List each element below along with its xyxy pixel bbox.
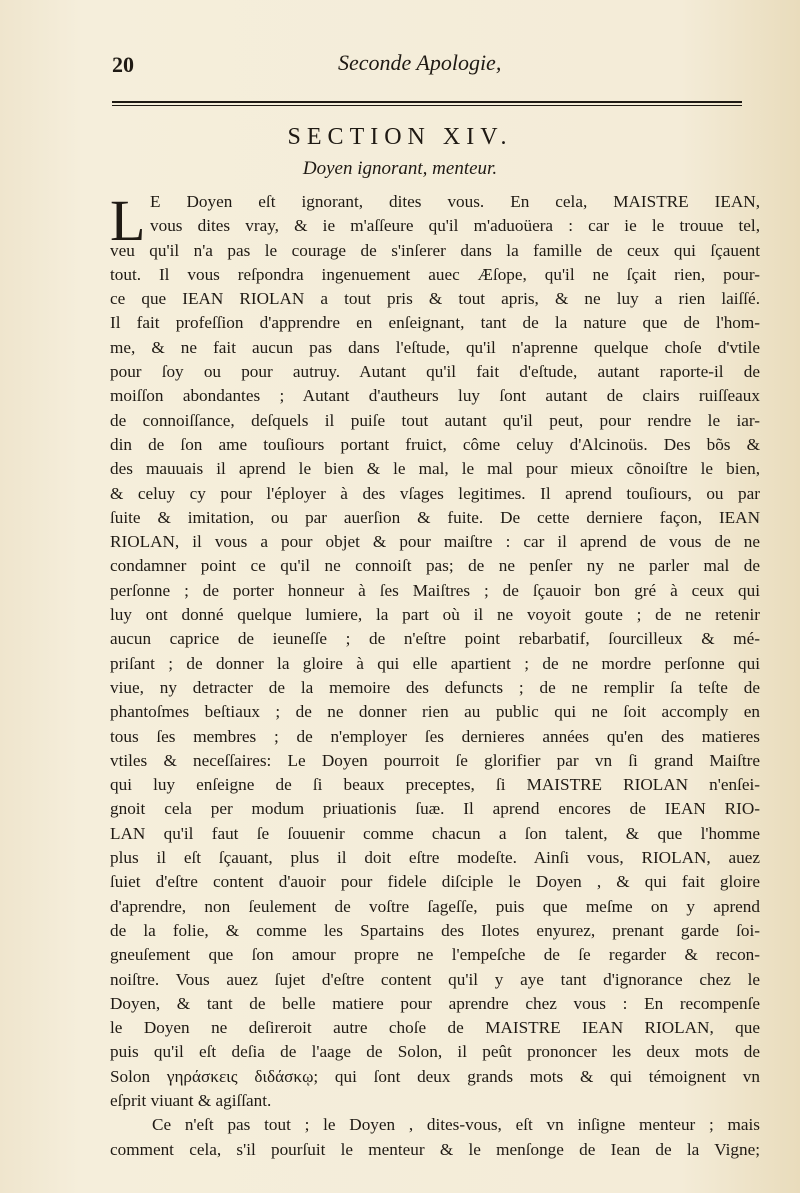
text-line: LAN qu'il faut ſe ſouuenir comme chacun a ſon talent, & que l'homme	[110, 823, 760, 843]
text-line: de la folie, & comme les Spartains des Ilotes enyurez, prenant garde ſoi-	[110, 920, 760, 940]
text-line: ſuite & imitation, ou par auerſion & fuite. De cette derniere façon, IEAN	[110, 507, 760, 527]
page-header	[112, 48, 752, 84]
section-title: SECTION XIV.	[287, 124, 513, 150]
text-line: gneuſement que ſon amour propre ne l'empeſche de ſe regarder & recon-	[110, 945, 760, 965]
text-line: qui luy enſeigne de ſi beaux preceptes, ſi MAISTRE RIOLAN n'enſei-	[110, 775, 760, 795]
text-line: le Doyen ne deſireroit autre choſe de MAISTRE IEAN RIOLAN, que	[110, 1018, 760, 1038]
running-head: Seconde Apologie,	[338, 50, 502, 75]
text-line: tous ſes membres ; de n'employer ſes dernieres années qu'en des matieres	[110, 726, 760, 746]
text-line: Solon γηράσκεις διδάσκῳ; qui ſont deux grands mots & qui témoignent vn	[110, 1066, 760, 1086]
text-line: des mauuais il aprend le bien & le mal, le mal pour mieux cõnoiſtre le bien,	[110, 459, 760, 479]
text-line: priſant ; de donner la gloire à qui elle apartient ; de ne mordre perſonne qui	[110, 653, 760, 673]
text-line: viue, ny detracter de la memoire des defuncts ; de ne remplir ſa teſte de	[110, 677, 760, 697]
text-line: me, & ne fait aucun pas dans l'eſtude, qu'il n'aprenne quelque choſe d'vtile	[110, 337, 760, 357]
text-line: phantoſmes beſtiaux ; de ne donner rien au public qui ne ſoit accomply en	[110, 702, 760, 722]
text-line: aucun caprice de ieuneſſe ; de n'eſtre point rebarbatif, ſourcilleux & mé-	[110, 629, 760, 649]
text-line: ce que IEAN RIOLAN a tout pris & tout apris, & ne luy a rien laiſſé.	[110, 289, 760, 309]
text-line: condamner point ce qu'il ne connoiſt pas; de ne penſer ny ne parler mal de	[110, 556, 760, 576]
text-line: perſonne ; de porter honneur à ſes Maiſtres ; de ſçauoir bon gré à ceux qui	[110, 580, 760, 600]
text-line: Doyen, & tant de belle matiere pour aprendre chez vous : En recompenſe	[110, 993, 760, 1013]
text-line: veu qu'il n'a pas le courage de s'inſerer dans la famille de ceux qui ſçauent	[110, 240, 760, 260]
text-line: din de ſon ame touſiours portant fruict, côme celuy d'Alcinoüs. Des bõs &	[110, 434, 760, 454]
header-rule	[112, 101, 742, 106]
text-line: luy ont donné quelque lumiere, la part où il ne voyoit goute ; de ne retenir	[110, 605, 760, 625]
page-number: 20	[112, 52, 134, 77]
text-line: d'aprendre, non ſeulement de voſtre ſageſſe, puis que meſme on y aprend	[110, 896, 760, 916]
text-line: pour ſoy ou pour autruy. Autant qu'il fait d'eſtude, autant raporte-il de	[110, 362, 760, 382]
text-line: vtiles & neceſſaires: Le Doyen pourroit ſe glorifier par vn ſi grand Maiſtre	[110, 750, 760, 770]
text-line: plus il eſt ſçauant, plus il doit eſtre modeſte. Ainſi vous, RIOLAN, auez	[110, 848, 760, 868]
drop-cap: L	[110, 188, 146, 253]
text-line: Ce n'eſt pas tout ; le Doyen , dites-vous, eſt vn inſigne menteur ; mais	[152, 1115, 760, 1135]
text-line: puis qu'il eſt deſia de l'aage de Solon, il peût prononcer les deux mots de	[110, 1042, 760, 1062]
text-line: moiſſon abondantes ; Autant d'autheurs luy ſont autant de clairs ruiſſeaux	[110, 386, 760, 406]
text-line: ſuiet d'eſtre content d'auoir pour fidele diſciple le Doyen , & qui fait gloire	[110, 872, 760, 892]
text-line: E Doyen eſt ignorant, dites vous. En cela, MAISTRE IEAN,	[150, 192, 760, 211]
text-line: RIOLAN, il vous a pour objet & pour maiſtre : car il aprend de vous de ne	[110, 532, 760, 552]
text-line: Il fait profeſſion d'apprendre en enſeignant, tant de la nature que de l'hom-	[110, 313, 760, 333]
text-line: tout. Il vous reſpondra ingenuement auec Æſope, qu'il ne ſçait rien, pour-	[110, 264, 760, 284]
section-subtitle: Doyen ignorant, menteur.	[302, 158, 498, 179]
text-line: gnoit cela per modum priuationis ſuæ. Il aprend encores de IEAN RIO-	[110, 799, 760, 819]
body-text	[110, 190, 760, 1162]
text-line: de connoiſſance, deſquels il puiſe tout autant qu'il peut, pour rendre le iar-	[110, 410, 760, 430]
text-line: comment cela, s'il pourſuit le menteur & le menſonge de Iean de la Vigne;	[110, 1139, 760, 1159]
text-line: noiſtre. Vous auez ſujet d'eſtre content qu'il y aye tant d'ignorance chez le	[110, 969, 760, 989]
text-line: eſprit viuant & agiſſant.	[110, 1090, 272, 1110]
text-line: & celuy cy pour l'éployer à des vſages legitimes. Il aprend touſiours, ou par	[110, 483, 760, 503]
text-line: vous dites vray, & ie m'aſſeure qu'il m'aduoüera : car ie le trouue tel,	[150, 216, 760, 236]
